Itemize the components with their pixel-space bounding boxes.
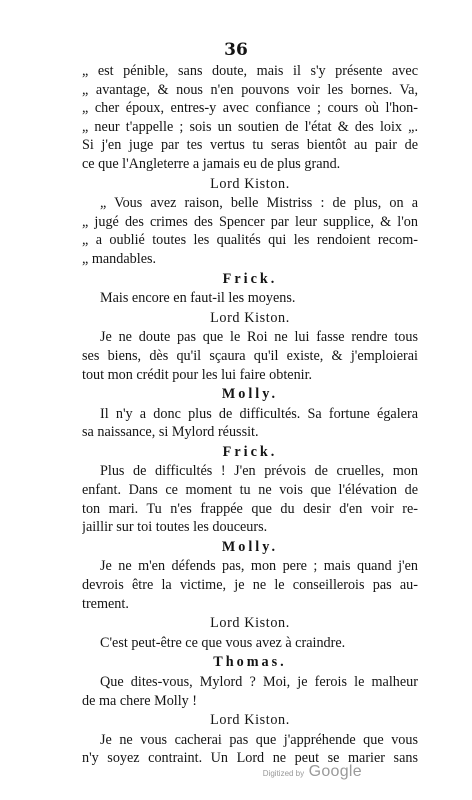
text-line: „ mandables. (82, 250, 157, 267)
page-number: 36 (224, 40, 248, 60)
text-line: de ma chere Molly ! (82, 692, 198, 709)
speaker-name: Thomas. (213, 654, 287, 671)
text-line: „ a oublié toutes les qualités qui les rendoient recom- (82, 232, 418, 249)
text-line: „ neur t'appelle ; sois un soutien de l'état & des loix „. (82, 118, 418, 135)
speaker-name: Lord Kiston. (210, 615, 290, 632)
speaker-name: Lord Kiston. (210, 309, 290, 326)
body-text (82, 62, 418, 768)
text-line: trement. (82, 595, 129, 612)
google-logo-text: Google (308, 763, 362, 780)
speaker-name: Frick. (222, 443, 278, 460)
text-line: tout mon crédit pour les lui faire obtenir. (82, 366, 313, 383)
text-line: Je ne m'en défends pas, mon pere ; mais quand j'en (100, 558, 418, 575)
text-line: „ Vous avez raison, belle Mistriss : de plus, on a (100, 195, 418, 212)
text-line: C'est peut-être ce que vous avez à craindre. (100, 634, 346, 651)
speaker-name: Frick. (222, 270, 278, 287)
text-line: jaillir sur toi toutes les douceurs. (82, 519, 268, 536)
text-line: Je ne doute pas que le Roi ne lui fasse rendre tous (100, 329, 418, 346)
text-line: Il n'y a donc plus de difficultés. Sa fortune égalera (100, 405, 418, 422)
speaker-name: Lord Kiston. (210, 712, 290, 729)
text-line: n'y soyez contraint. Un Lord ne peut se marier sans (82, 750, 418, 767)
digitized-by-google-watermark (263, 763, 362, 781)
text-line: Que dites-vous, Mylord ? Moi, je ferois le malheur (100, 674, 418, 690)
text-line: ce que l'Angleterre a jamais eu de plus grand. (82, 155, 341, 172)
text-line: „ avantage, & nous n'en pouvons voir les bornes. Va, (82, 81, 418, 98)
text-line: ton mari. Tu n'es frappée que du desir d'en voir re- (82, 500, 418, 517)
text-line: sa naissance, si Mylord réussit. (82, 424, 259, 441)
text-line: Plus de difficultés ! J'en prévois de cruelles, mon (100, 463, 418, 480)
speaker-name: Molly. (221, 386, 279, 403)
digitized-by-label: Digitized by (262, 769, 305, 778)
text-line: „ jugé des crimes des Spencer par leur supplice, & l'on (82, 213, 418, 230)
text-line: „ est pénible, sans doute, mais il s'y présente avec (82, 63, 418, 79)
text-line: ses biens, dès qu'il sçaura qu'il existe, & j'emploierai (82, 347, 418, 364)
text-line: „ cher époux, entres-y avec confiance ; cours où l'hon- (82, 100, 418, 117)
text-line: Mais encore en faut-il les moyens. (100, 290, 296, 307)
text-line: devrois être la victime, je ne le conseillerois pas au- (82, 577, 418, 594)
text-line: Je ne vous cacherai pas que j'appréhende que vous (100, 731, 418, 748)
speaker-name: Molly. (221, 538, 279, 555)
text-line: Si j'en juge par tes vertus tu seras bientôt au pair de (82, 137, 418, 154)
speaker-name: Lord Kiston. (210, 175, 290, 192)
text-line: enfant. Dans ce moment tu ne vois que l'élévation de (82, 482, 418, 499)
